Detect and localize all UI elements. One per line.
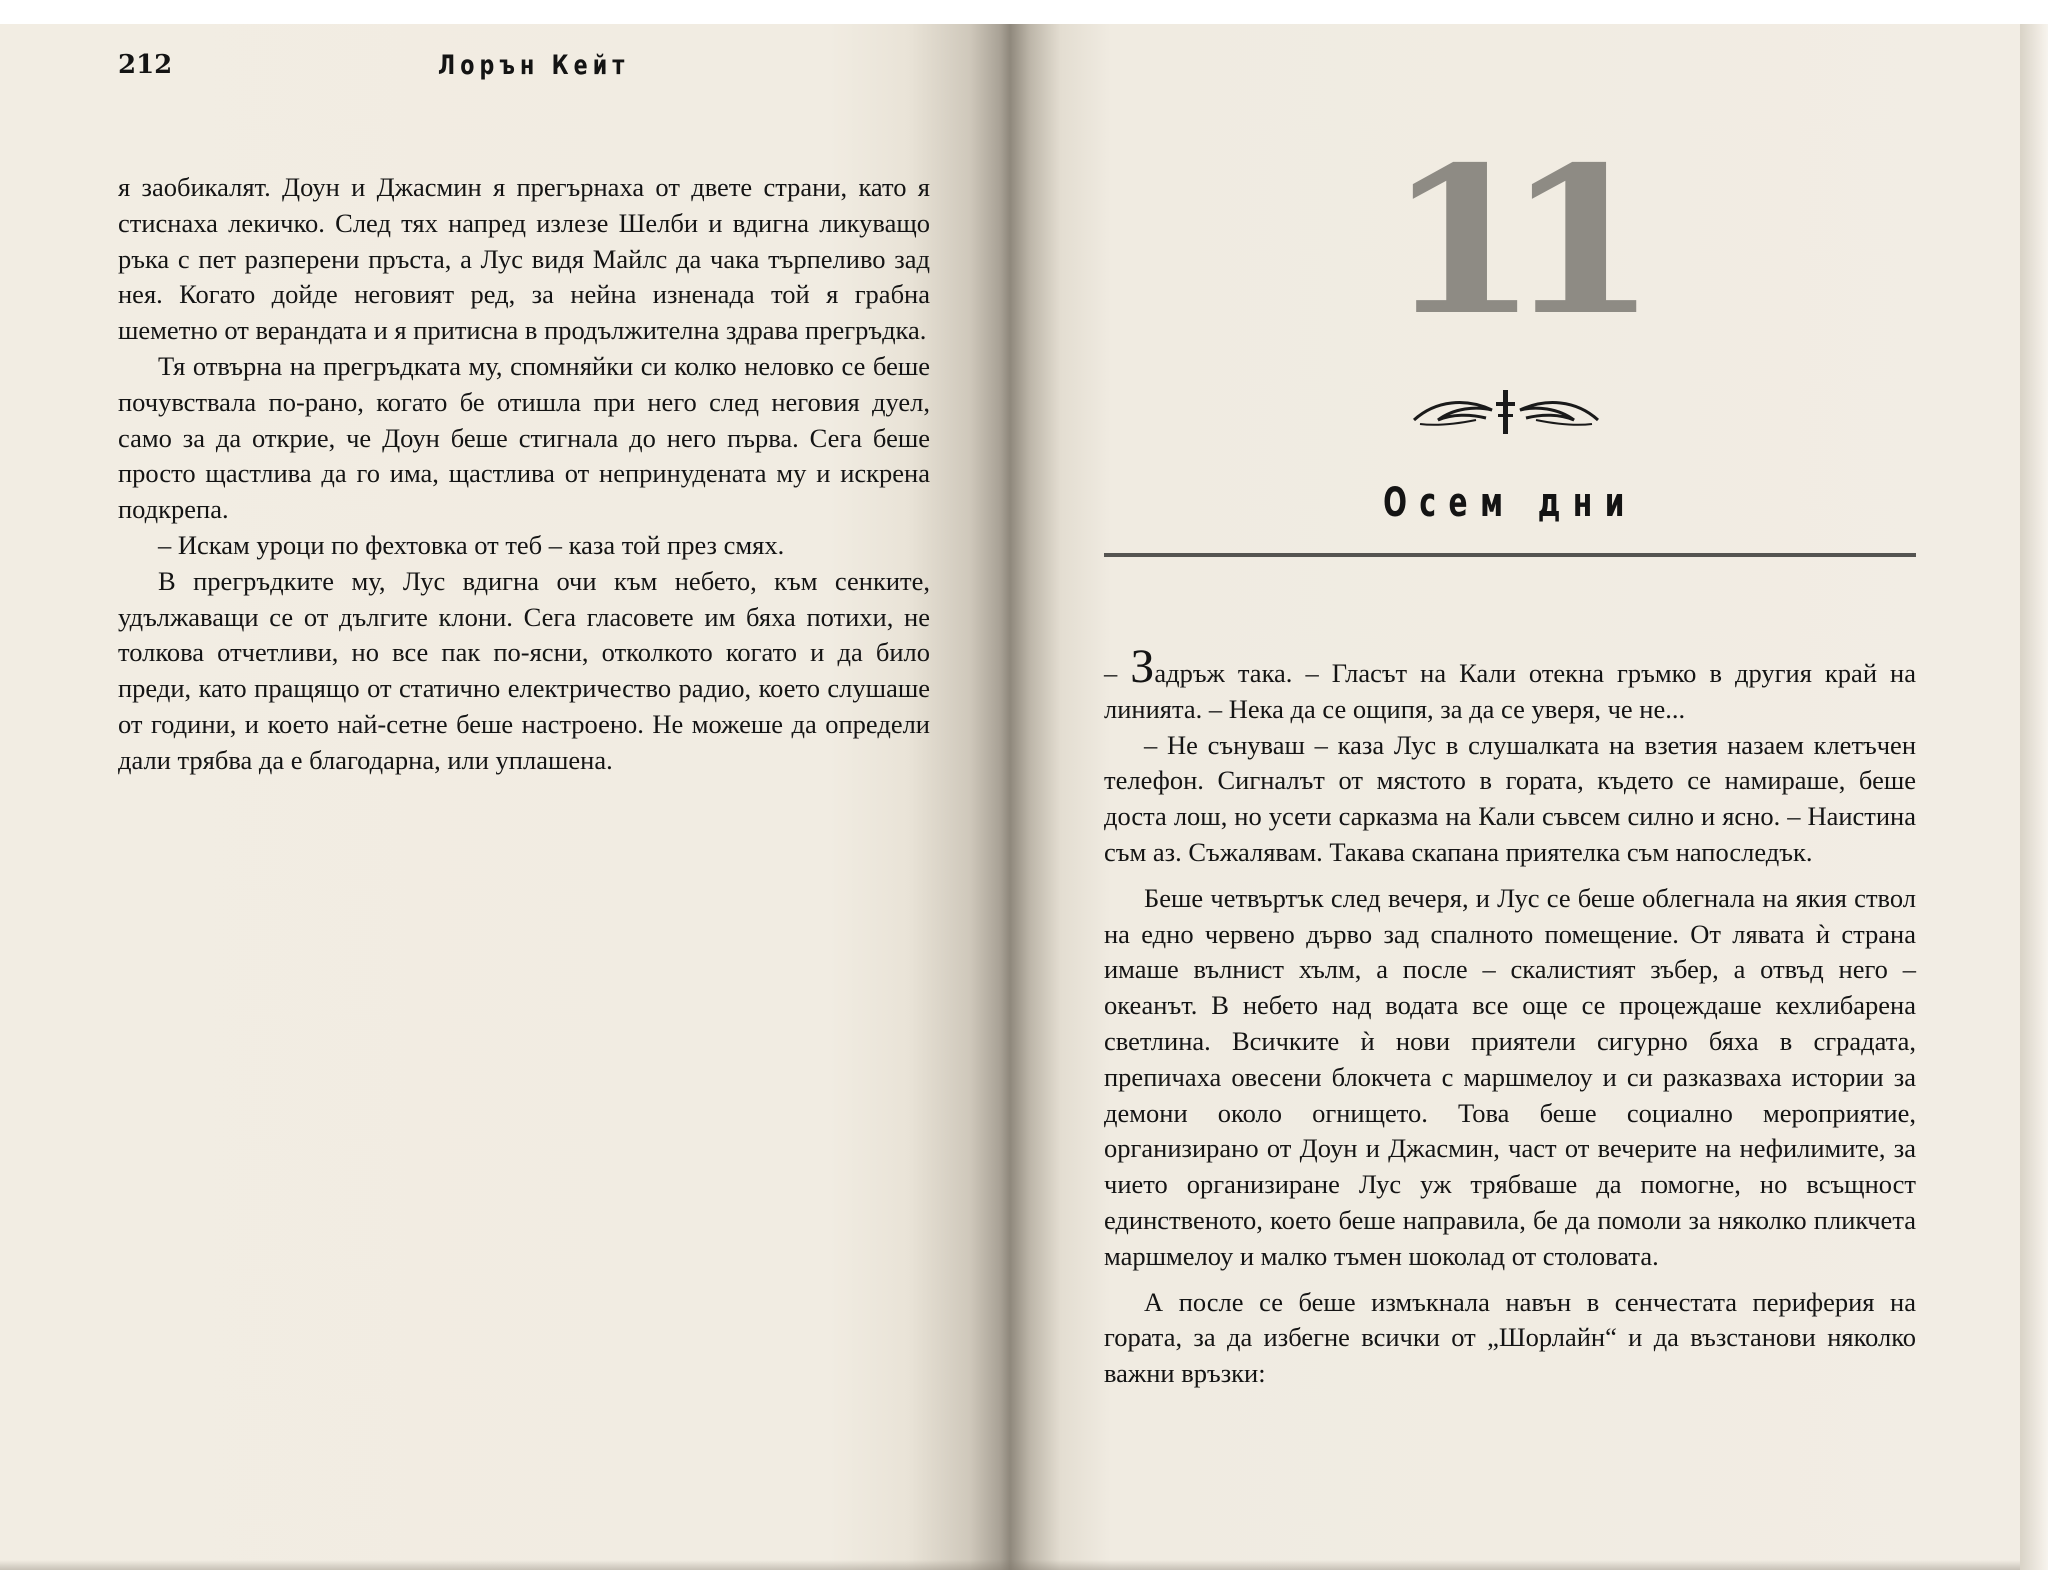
- left-running-head: [118, 50, 938, 90]
- dash: –: [1104, 658, 1131, 688]
- paragraph: я заобикалят. Доун и Джасмин я прегърнаха от двете страни, като я стиснаха лекичко. След тях напред излезе Шелби и вдигна ликуващо ръка с пет разперени пръста, а Лус видя Майлс да чака търпеливо зад нея. Когато дойде неговият ред, за нейна изненада той я грабна шеметно от верандата и я притисна в продължителна здрава прегръдка.: [118, 172, 930, 346]
- chapter-rule: [1104, 553, 1916, 557]
- page-number: 212: [118, 50, 173, 80]
- chapter-title: Осем дни: [1383, 480, 1637, 526]
- paragraph: Беше четвъртък след вечеря, и Лус се беше облегнала на якия ствол на едно червено дърво зад спалното помещение. От лявата ѝ страна имаше вълнист хълм, а после – скалистият зъбер, а отвъд него – океанът. В небето над водата все още се процеждаше кехлибарена светлина. Всичките ѝ нови приятели сигурно бяха в сградата, препичаха овесени блокчета с маршмелоу и си разказваха истории за демони около огнището. Това беше социално мероприятие, организирано от Доун и Джасмин, част от вечерите на нефилимите, за чието организиране Лус уж трябваше да помогне, но всъщност единственото, което беше направила, бе да помоли за няколко пликчета маршмелоу и малко тъмен шоколад от столовата.: [1104, 882, 1916, 1271]
- paragraph: В прегръдките му, Лус вдигна очи към небето, към сенките, удължаващи се от дългите клони. Сега гласовете им бяха потихи, не толкова отчетливи, но все пак по-ясни, отколкото когато и да било преди, като пращящо от статично електричество радио, което слушаше от години, и което най-сетне беше настроено. Не можеше да определи дали трябва да е благодарна, или уплашена.: [118, 565, 930, 775]
- chapter-number: 11: [1386, 121, 1625, 360]
- flourish-ornament-icon: [1406, 380, 1606, 440]
- page-edge: [2020, 24, 2048, 1570]
- right-page-text: [1104, 640, 1916, 1392]
- paragraph: – Искам уроци по фехтовка от теб – каза той през смях.: [158, 529, 785, 560]
- drop-cap: З: [1130, 640, 1155, 693]
- opening-paragraph: [1104, 640, 1916, 728]
- paragraph: А после се беше измъкнала навън в сенчестата периферия на гората, за да избегне всички от „Шорлайн“ и да възстанови няколко важни връзки:: [1104, 1286, 1916, 1389]
- left-page-text: [118, 170, 930, 779]
- paragraph: – Не сънуваш – каза Лус в слушалката на взетия назаем клетъчен телефон. Сигналът от мястото в гората, където се намираше, беше доста лош, но усети сарказма на Кали съвсем силно и ясно. – Наистина съм аз. Съжалявам. Такава скапана приятелка съм напоследък.: [1104, 729, 1916, 867]
- page-bottom-shadow: [0, 1560, 2020, 1570]
- opening-paragraph-text: адръж така. – Гласът на Кали отекна гръмко в другия край на линията. – Нека да се ощипя, за да се уверя, че не...: [1104, 658, 1916, 724]
- running-title: Лорън Кейт: [438, 50, 630, 81]
- paragraph: Тя отвърна на прегръдката му, спомняйки си колко неловко се беше почувствала по-рано, когато бе отишла при него след неговия дуел, само за да открие, че Доун беше стигнала до него първа. Сега беше просто щастлива да го има, щастлива от непринудената му и искрена подкрепа.: [118, 350, 930, 525]
